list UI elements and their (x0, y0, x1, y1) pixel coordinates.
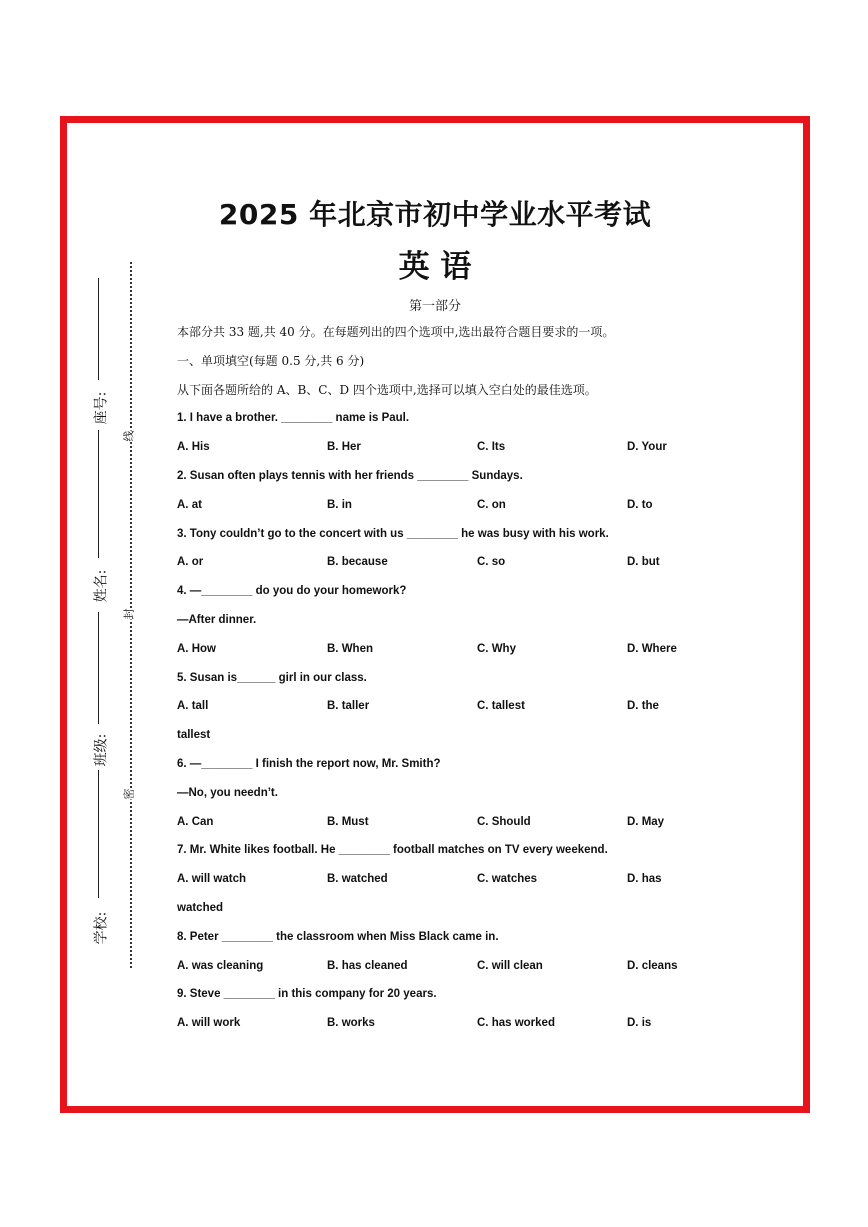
option-row (177, 491, 777, 520)
option-d[interactable]: D. the (627, 700, 659, 713)
option-b[interactable]: B. has cleaned (327, 959, 408, 972)
question-stem: 1. I have a brother. ________ name is Paul. (177, 412, 410, 425)
option-c[interactable]: C. will clean (477, 959, 543, 972)
option-row (177, 865, 777, 894)
option-row (177, 433, 777, 462)
part-heading: 第一部分 (408, 299, 461, 314)
question-stem: 6. —________ I finish the report now, Mr. Smith? (177, 757, 441, 770)
option-b[interactable]: B. When (327, 642, 373, 655)
option-d[interactable]: D. May (627, 815, 665, 828)
option-row (177, 952, 777, 981)
question-stem: 8. Peter ________ the classroom when Miss Black came in. (177, 930, 499, 943)
option-b[interactable]: B. because (327, 556, 388, 569)
seal-mark-line: 线 (122, 430, 136, 442)
option-b[interactable]: B. Must (327, 815, 369, 828)
option-c[interactable]: C. so (477, 556, 506, 569)
option-c[interactable]: C. Why (477, 642, 516, 655)
option-b[interactable]: B. Her (327, 441, 361, 454)
question-stem: 4. —________ do you do your homework? (177, 585, 407, 598)
option-a[interactable]: A. How (177, 642, 216, 655)
option-a[interactable]: A. or (177, 556, 204, 569)
section-heading: 一、单项填空(每题 0.5 分,共 6 分) (177, 353, 365, 368)
option-a[interactable]: A. His (177, 441, 210, 454)
option-d[interactable]: D. has (627, 873, 662, 886)
question-stem: 2. Susan often plays tennis with her friends ________ Sundays. (177, 469, 523, 482)
option-row (177, 808, 777, 837)
option-a[interactable]: A. was cleaning (177, 959, 264, 972)
option-c[interactable]: C. on (477, 498, 506, 511)
option-a[interactable]: A. will watch (177, 873, 247, 886)
option-b[interactable]: B. works (327, 1017, 375, 1030)
option-c[interactable]: C. watches (477, 873, 538, 886)
option-a[interactable]: A. will work (177, 1017, 241, 1030)
option-a[interactable]: A. Can (177, 815, 214, 828)
seal-mark-seal: 封 (122, 608, 136, 620)
class-label: 班级: (93, 733, 110, 767)
option-d-wrap: watched (177, 901, 224, 914)
option-row (177, 548, 777, 577)
option-b[interactable]: B. watched (327, 873, 388, 886)
option-row (177, 692, 777, 721)
option-d[interactable]: D. is (627, 1017, 652, 1030)
option-a[interactable]: A. at (177, 498, 202, 511)
option-d-wrap: tallest (177, 729, 211, 742)
question-reply: —No, you needn’t. (177, 786, 278, 799)
option-c[interactable]: C. has worked (477, 1017, 555, 1030)
question-stem: 3. Tony couldn’t go to the concert with us ________ he was busy with his work. (177, 527, 609, 540)
question-body (177, 318, 777, 1038)
question-stem: 9. Steve ________ in this company for 20 years. (177, 988, 437, 1001)
option-d[interactable]: D. to (627, 498, 653, 511)
option-d[interactable]: D. Where (627, 642, 677, 655)
option-c[interactable]: C. Should (477, 815, 531, 828)
option-d[interactable]: D. cleans (627, 959, 678, 972)
option-b[interactable]: B. taller (327, 700, 370, 713)
exam-subject: 英 语 (398, 249, 472, 285)
option-row (177, 635, 777, 664)
instruction-text: 从下面各题所给的 A、B、C、D 四个选项中,选择可以填入空白处的最佳选项。 (177, 382, 597, 397)
seat-label: 座号: (93, 391, 110, 425)
option-c[interactable]: C. Its (477, 441, 506, 454)
exam-title: 2025 年北京市初中学业水平考试 (218, 198, 652, 231)
option-b[interactable]: B. in (327, 498, 352, 511)
option-d[interactable]: D. but (627, 556, 660, 569)
seal-mark-secret: 密 (122, 788, 136, 800)
question-reply: —After dinner. (177, 613, 257, 626)
question-stem: 7. Mr. White likes football. He ________ football matches on TV every weekend. (177, 844, 608, 857)
option-c[interactable]: C. tallest (477, 700, 525, 713)
option-d[interactable]: D. Your (627, 441, 667, 454)
school-label: 学校: (93, 911, 110, 945)
question-stem: 5. Susan is______ girl in our class. (177, 671, 367, 684)
red-border-frame (60, 116, 810, 1113)
option-a[interactable]: A. tall (177, 700, 209, 713)
name-label: 姓名: (93, 569, 110, 603)
option-row (177, 1009, 777, 1038)
intro-text: 本部分共 33 题,共 40 分。在每题列出的四个选项中,选出最符合题目要求的一项。 (177, 325, 615, 339)
